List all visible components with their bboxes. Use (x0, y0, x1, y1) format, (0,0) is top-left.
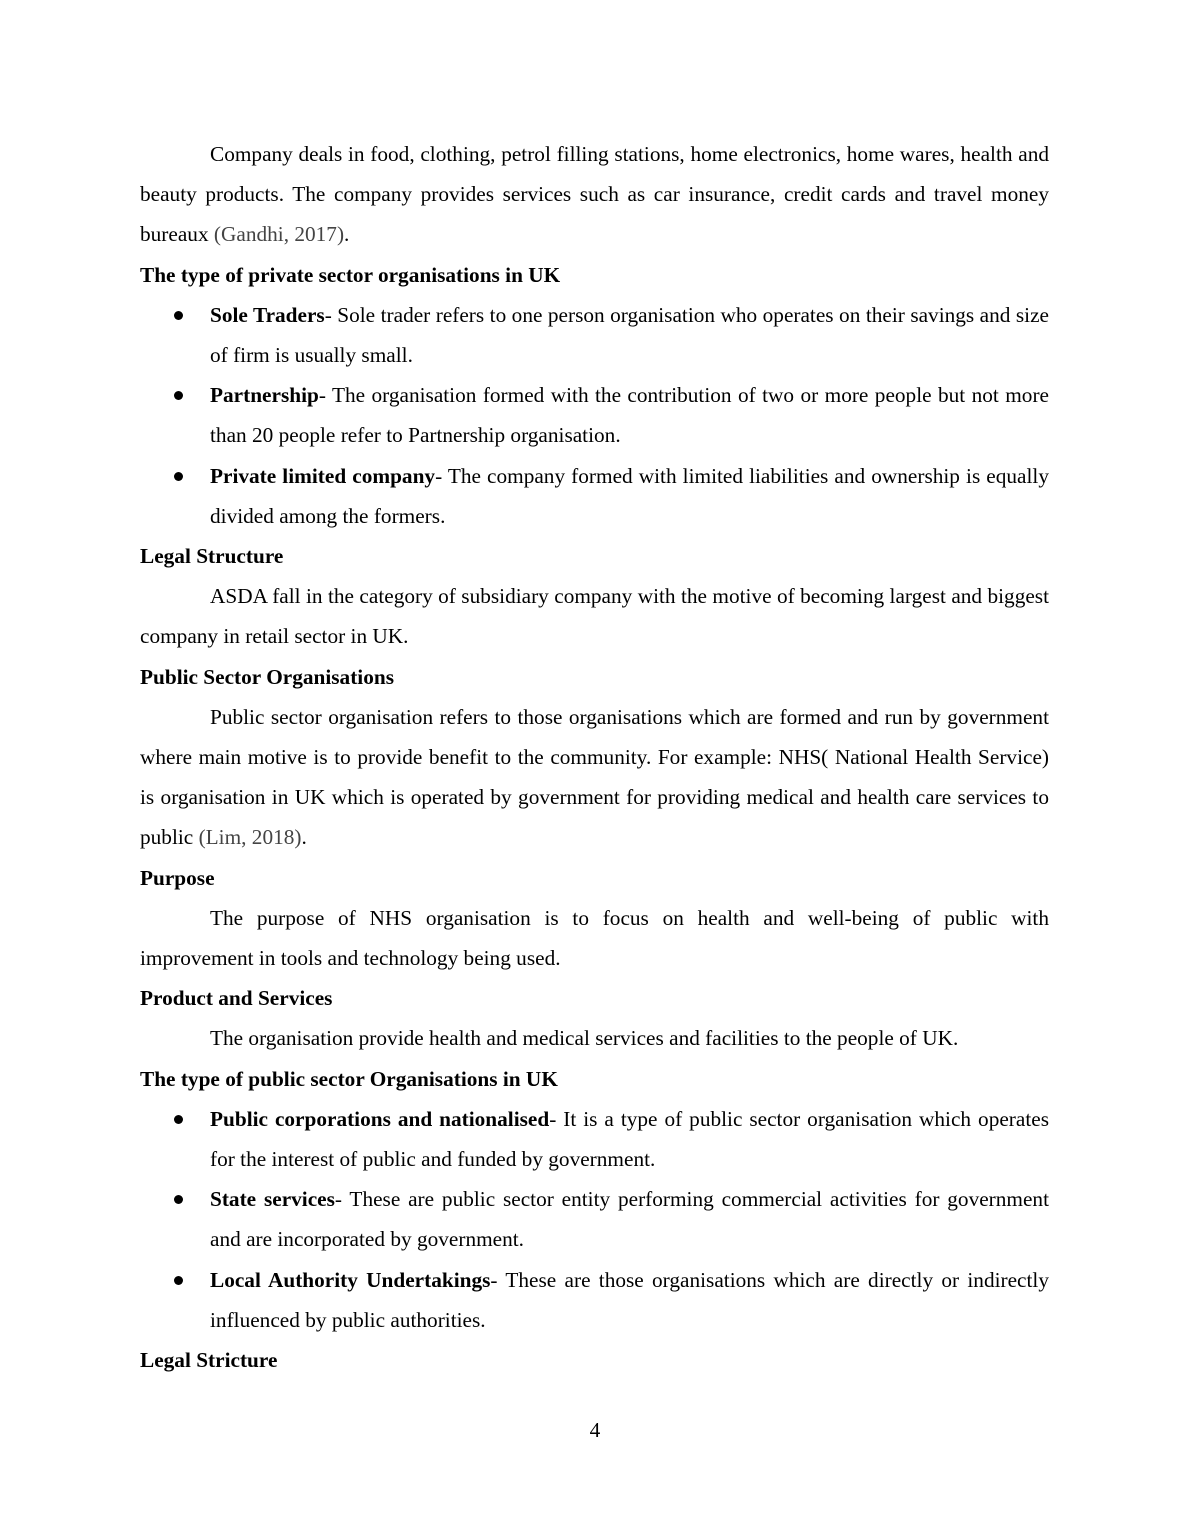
list-item: State services- These are public sector entity performing commercial activities for government and are incorporated by government. (140, 1179, 1049, 1259)
legal-paragraph: ASDA fall in the category of subsidiary company with the motive of becoming largest and biggest company in retail sector in UK. (140, 584, 1049, 649)
list-item: Partnership- The organisation formed with the contribution of two or more people but not more than 20 people refer to Partnership organisation. (140, 375, 1049, 455)
heading-legal-stricture: Legal Stricture (140, 1348, 278, 1373)
public-types-list (140, 1099, 1049, 1340)
list-item: Public corporations and nationalised- It is a type of public sector organisation which operates for the interest of public and funded by government. (140, 1099, 1049, 1179)
heading-purpose: Purpose (140, 865, 215, 890)
purpose-paragraph: The purpose of NHS organisation is to focus on health and well-being of public with improvement in tools and technology being used. (140, 905, 1049, 971)
private-types-list (140, 295, 1049, 536)
heading-public-types: The type of public sector Organisations in UK (140, 1066, 558, 1091)
heading-public-sector: Public Sector Organisations (140, 664, 394, 689)
heading-private-types: The type of private sector organisations in UK (140, 262, 561, 287)
list-item: Private limited company- The company formed with limited liabilities and ownership is equally divided among the formers. (140, 456, 1049, 536)
public-paragraph: Public sector organisation refers to those organisations which are formed and run by government where main motive is to provide benefit to the community. For example: NHS( National Health Service) is organisation in UK which is operated by government for providing medical and health care services to public (Lim, 2018). (140, 704, 1049, 850)
products-paragraph: The organisation provide health and medical services and facilities to the people of UK. (210, 1026, 959, 1051)
intro-paragraph: Company deals in food, clothing, petrol filling stations, home electronics, home wares, health and beauty products. The company provides services such as car insurance, credit cards and travel money bureaux (Gandhi, 2017). (140, 142, 1049, 247)
heading-legal-structure: Legal Structure (140, 544, 284, 569)
document-page (140, 134, 1049, 1380)
bullet-icon (174, 1195, 183, 1204)
heading-products: Product and Services (140, 986, 333, 1011)
citation: (Lim, 2018) (198, 825, 302, 850)
bullet-icon (174, 1276, 183, 1285)
bullet-icon (174, 1115, 183, 1124)
bullet-icon (174, 391, 183, 400)
list-item: Sole Traders- Sole trader refers to one person organisation who operates on their savings and size of firm is usually small. (140, 295, 1049, 375)
page-number: 4 (589, 1418, 601, 1442)
list-item: Local Authority Undertakings- These are those organisations which are directly or indirectly influenced by public authorities. (140, 1260, 1049, 1340)
bullet-icon (174, 311, 183, 320)
bullet-icon (174, 472, 183, 481)
citation: (Gandhi, 2017) (213, 222, 345, 247)
